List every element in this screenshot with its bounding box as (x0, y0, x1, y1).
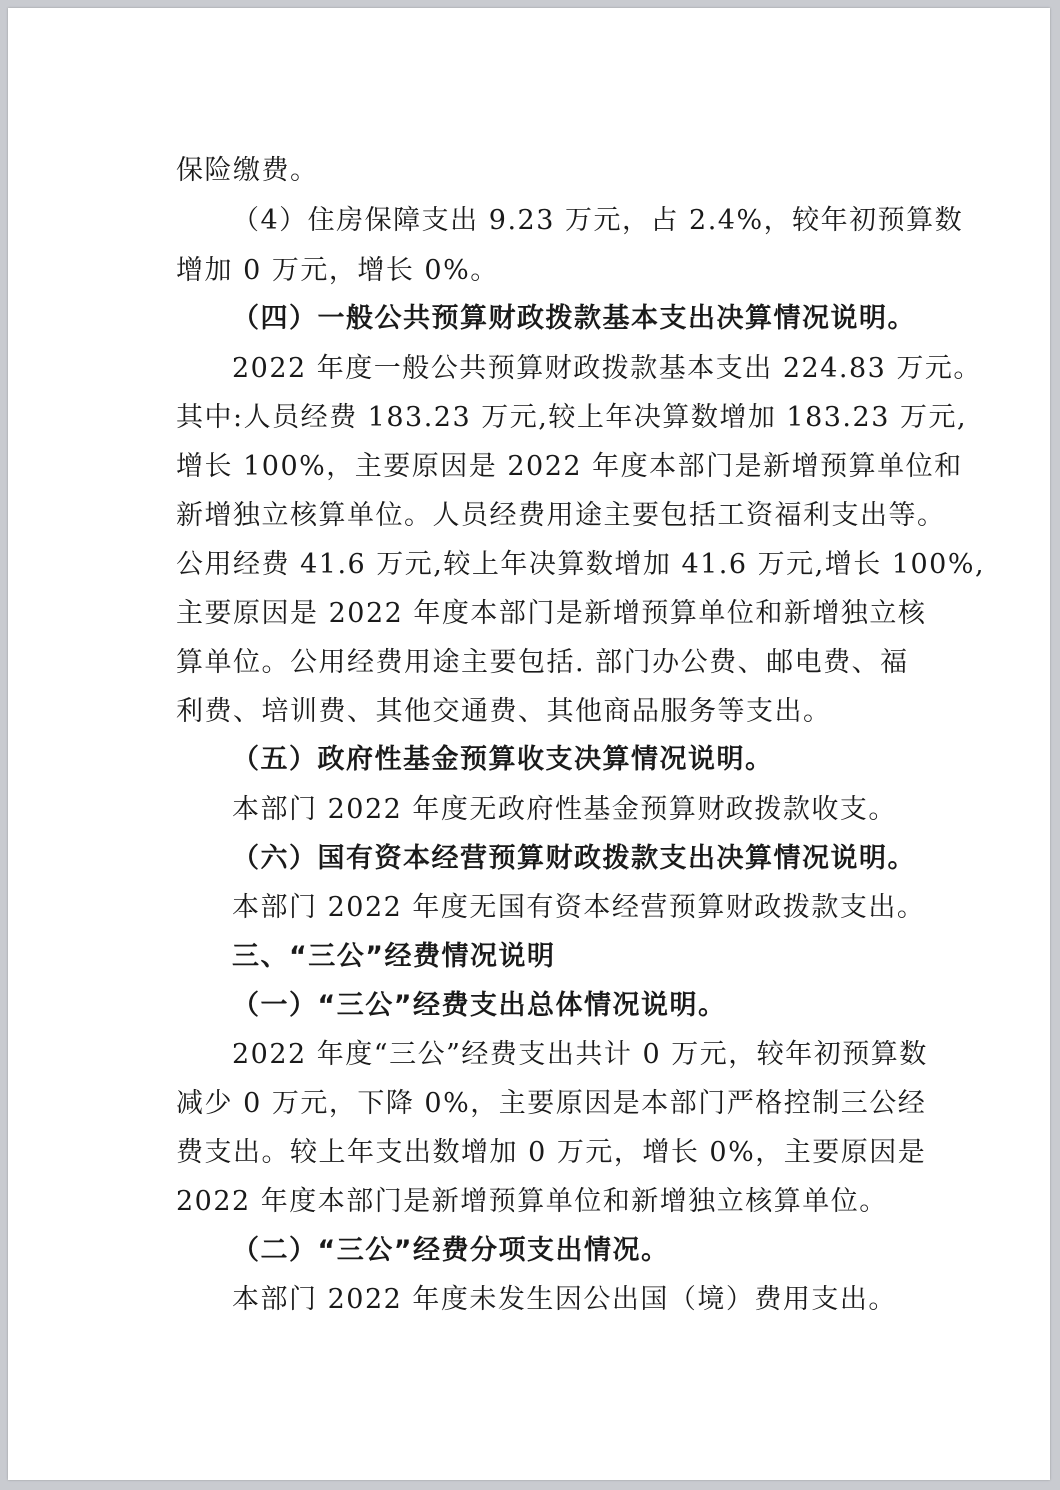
paragraph-line: （4）住房保障支出 9.23 万元，占 2.4%，较年初预算数 (232, 205, 964, 236)
paragraph-line: 利费、培训费、其他交通费、其他商品服务等支出。 (176, 696, 832, 727)
paragraph-line: 公用经费 41.6 万元,较上年决算数增加 41.6 万元,增长 100%, (176, 549, 986, 580)
section-heading: 三、“三公”经费情况说明 (232, 941, 556, 972)
paragraph-line: 算单位。公用经费用途主要包括. 部门办公费、邮电费、福 (176, 647, 909, 678)
paragraph-line: 新增独立核算单位。人员经费用途主要包括工资福利支出等。 (176, 500, 946, 531)
section-heading: （一）“三公”经费支出总体情况说明。 (232, 990, 727, 1021)
paragraph-line: 其中:人员经费 183.23 万元,较上年决算数增加 183.23 万元, (176, 402, 968, 433)
paragraph-line: 本部门 2022 年度无政府性基金预算财政拨款收支。 (232, 794, 897, 825)
paragraph-line: 本部门 2022 年度无国有资本经营预算财政拨款支出。 (232, 892, 926, 923)
paragraph-line: 保险缴费。 (176, 155, 319, 186)
paragraph-line: 2022 年度“三公”经费支出共计 0 万元，较年初预算数 (232, 1039, 928, 1070)
section-heading: （四）一般公共预算财政拨款基本支出决算情况说明。 (232, 303, 916, 334)
document-page (8, 8, 1050, 1480)
paragraph-line: 费支出。较上年支出数增加 0 万元，增长 0%，主要原因是 (176, 1137, 927, 1168)
paragraph-line: 2022 年度一般公共预算财政拨款基本支出 224.83 万元。 (232, 353, 982, 384)
paragraph-line: 增加 0 万元，增长 0%。 (176, 255, 499, 286)
paragraph-line: 增长 100%，主要原因是 2022 年度本部门是新增预算单位和 (176, 451, 963, 482)
paragraph-line: 主要原因是 2022 年度本部门是新增预算单位和新增独立核 (176, 598, 927, 629)
paragraph-line: 本部门 2022 年度未发生因公出国（境）费用支出。 (232, 1284, 897, 1315)
section-heading: （六）国有资本经营预算财政拨款支出决算情况说明。 (232, 843, 916, 874)
section-heading: （五）政府性基金预算收支决算情况说明。 (232, 744, 774, 775)
paragraph-line: 2022 年度本部门是新增预算单位和新增独立核算单位。 (176, 1186, 888, 1217)
section-heading: （二）“三公”经费分项支出情况。 (232, 1235, 670, 1266)
paragraph-line: 减少 0 万元，下降 0%，主要原因是本部门严格控制三公经 (176, 1088, 927, 1119)
